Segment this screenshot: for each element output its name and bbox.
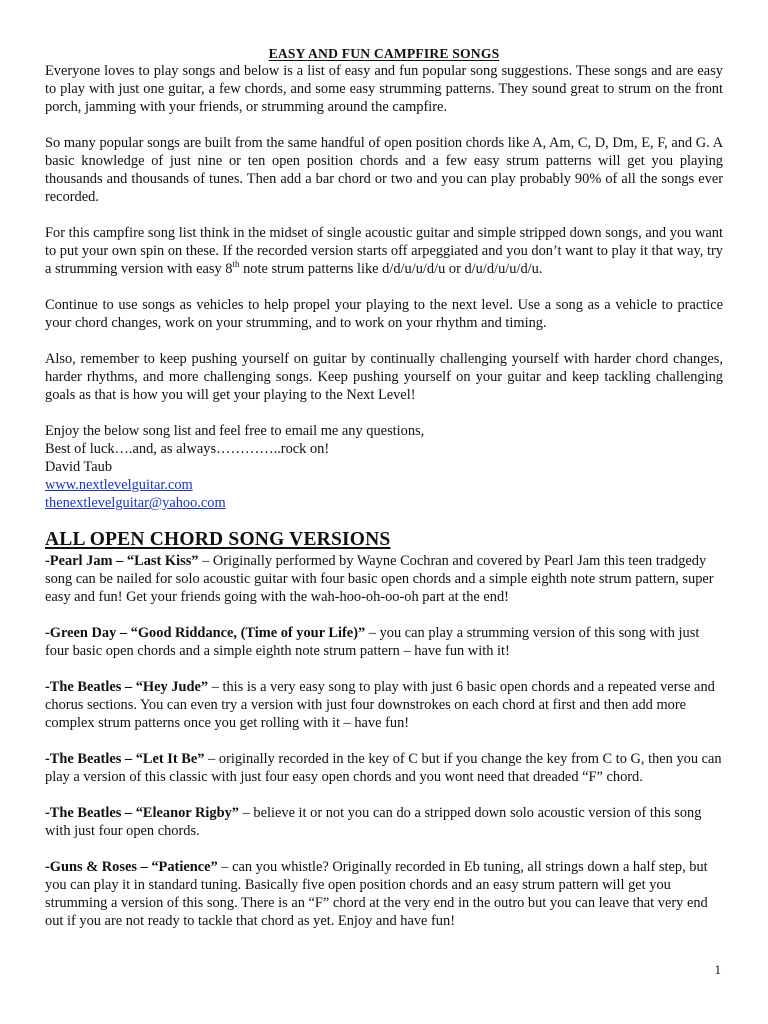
document-title: EASY AND FUN CAMPFIRE SONGS [268,46,500,61]
page-number: 1 [714,962,721,977]
intro-paragraph-1: Everyone loves to play songs and below is a list of easy and fun popular song suggestions. These songs and are easy to play with just one guitar, a few chords, and some easy strumming patterns. They sound great to strum on the front porch, jamming with your friends, or strumming around the campfire. [45,63,723,115]
song-entry [45,678,723,732]
song-heading: -Green Day – “Good Riddance, (Time of your Life)” [45,625,366,641]
song-description: – this is a very easy song to play with just 6 basic open chords and a repeated verse and chorus sections. You can even try a version with just four downstrokes on each chord at first and then add more complex strum patterns once you get rolling with it – have fun! [45,679,715,731]
song-heading: -The Beatles – “Let It Be” [45,751,205,767]
song-heading: -Pearl Jam – “Last Kiss” [45,553,199,569]
section-heading: ALL OPEN CHORD SONG VERSIONS [45,529,391,550]
signoff-line-1: Enjoy the below song list and feel free to email me any questions, [45,423,425,439]
intro-paragraph-4: Continue to use songs as vehicles to help propel your playing to the next level. Use a song as a vehicle to practice your chord changes, work on your strumming, and to work on your rhythm and timing. [45,297,723,331]
document-page [45,45,723,948]
intro-paragraph-3 [45,224,723,278]
song-description: – originally recorded in the key of C but if you change the key from C to G, then you can play a version of this classic with just four easy open chords and you wont need that dreaded “F” chord. [45,751,722,785]
signoff-line-2: Best of luck….and, as always…………..rock on! [45,441,330,457]
song-heading: -The Beatles – “Hey Jude” [45,679,209,695]
song-description: – Originally performed by Wayne Cochran and covered by Pearl Jam this teen tradgedy song can be nailed for solo acoustic guitar with four basic open chords and a simple eighth note strum pattern, super easy and fun! Get your friends going with the wah-hoo-oh-oo-oh part at the end! [45,553,714,605]
song-list [45,552,723,930]
song-description: – can you whistle? Originally recorded in Eb tuning, all strings down a half step, but you can play it in standard tuning. Basically five open position chords and an easy strum pattern will get you strumming a version of this song. There is an “F” chord at the very end in the outro but you can leave that very end out if you are not ready to tackle that chord as yet. Enjoy and have fun! [45,859,708,929]
song-description: – believe it or not you can do a stripped down solo acoustic version of this song with just four open chords. [45,805,702,839]
intro-paragraph-3-end: note strum patterns like d/d/u/u/d/u or d/u/d/u/u/d/u. [239,261,543,277]
song-entry [45,624,723,660]
song-heading: -The Beatles – “Eleanor Rigby” [45,805,240,821]
song-description: – you can play a strumming version of this song with just four basic open chords and a simple eighth note strum pattern – have fun with it! [45,625,700,659]
intro-paragraph-2: So many popular songs are built from the same handful of open position chords like A, Am, C, D, Dm, E, F, and G. A basic knowledge of just nine or ten open position chords and a few easy strum patterns will get you playing thousands and thousands of tunes. Then add a bar chord or two and you can play probably 90% of all the songs ever recorded. [45,135,723,205]
website-link[interactable]: www.nextlevelguitar.com [45,477,193,493]
author-name: David Taub [45,459,113,475]
intro-paragraph-3-start: For this campfire song list think in the midset of single acoustic guitar and simple stripped down songs, and you want to put your own spin on these. If the recorded version starts off arpeggiated and you don’t want to play it that way, try a strumming version with easy 8 [45,225,723,277]
song-entry [45,750,723,786]
song-entry [45,804,723,840]
song-entry [45,552,723,606]
intro-paragraph-5: Also, remember to keep pushing yourself on guitar by continually challenging yourself with harder chord changes, harder rhythms, and more challenging songs. Keep pushing yourself on your guitar and keep tackling challenging goals as that is how you will get your playing to the Next Level! [45,351,723,403]
song-heading: -Guns & Roses – “Patience” [45,859,218,875]
superscript-th: th [232,259,240,270]
email-link[interactable]: thenextlevelguitar@yahoo.com [45,495,226,511]
signoff-block [45,422,723,512]
song-entry [45,858,723,930]
